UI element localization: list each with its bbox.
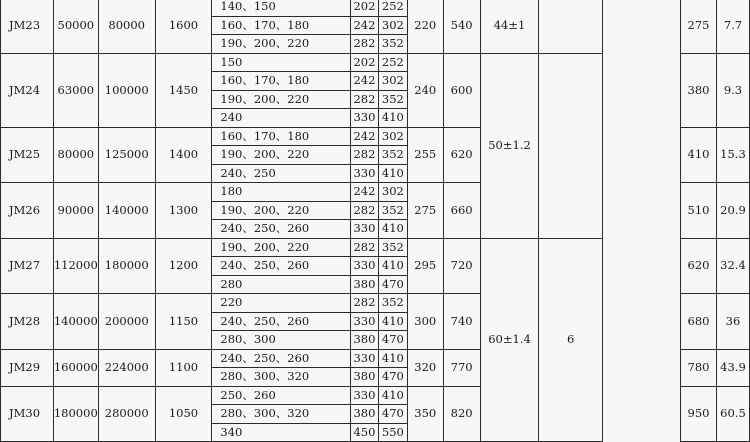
inertia-cell: 620 (681, 238, 717, 294)
speed-cell: 1600 (155, 0, 212, 53)
length-b-cell: 252 (378, 53, 407, 72)
dim-d2-cell: 740 (443, 294, 480, 350)
length-a-cell: 202 (350, 53, 378, 72)
length-a-cell: 282 (350, 294, 378, 313)
nominal-torque-cell: 140000 (53, 294, 98, 350)
length-b-cell: 410 (378, 220, 407, 239)
inertia-cell: 780 (681, 349, 717, 386)
length-a-cell: 282 (350, 90, 378, 109)
length-a-cell: 330 (350, 312, 378, 331)
length-b-cell: 470 (378, 405, 407, 424)
max-torque-cell: 125000 (98, 127, 155, 183)
inertia-cell: 950 (681, 386, 717, 442)
max-torque-cell: 80000 (98, 0, 155, 53)
bore-size-cell: 190、200、220 (212, 90, 351, 109)
length-a-cell: 242 (350, 127, 378, 146)
bore-size-cell: 160、170、180 (212, 127, 351, 146)
bore-size-cell: 240、250、260 (212, 312, 351, 331)
length-b-cell: 470 (378, 331, 407, 350)
dim-d2-cell: 770 (443, 349, 480, 386)
length-a-cell: 380 (350, 405, 378, 424)
length-b-cell: 352 (378, 90, 407, 109)
length-b-cell: 410 (378, 257, 407, 276)
nominal-torque-cell: 180000 (53, 386, 98, 442)
nominal-torque-cell: 90000 (53, 183, 98, 239)
dim-e-cell: 44±1 (480, 0, 539, 53)
length-b-cell: 410 (378, 386, 407, 405)
dim-f-merged-cell: 6 (539, 238, 602, 442)
dim-d2-cell: 600 (443, 53, 480, 127)
bore-size-cell: 240、250、260 (212, 257, 351, 276)
bore-size-cell: 140、150 (212, 0, 351, 16)
length-a-cell: 330 (350, 257, 378, 276)
dim-d1-cell: 295 (407, 238, 443, 294)
nominal-torque-cell: 50000 (53, 0, 98, 53)
nominal-torque-cell: 63000 (53, 53, 98, 127)
bore-size-cell: 280 (212, 275, 351, 294)
mass-cell: 36 (716, 294, 749, 350)
bore-size-cell: 190、200、220 (212, 146, 351, 165)
bore-size-cell: 150 (212, 53, 351, 72)
model-cell: JM24 (1, 53, 54, 127)
length-b-cell: 410 (378, 312, 407, 331)
length-a-cell: 242 (350, 16, 378, 35)
dim-d1-cell: 350 (407, 386, 443, 442)
bore-size-cell: 180 (212, 183, 351, 202)
max-torque-cell: 224000 (98, 349, 155, 386)
length-b-cell: 352 (378, 238, 407, 257)
speed-cell: 1100 (155, 349, 212, 386)
bore-size-cell: 250、260 (212, 386, 351, 405)
length-a-cell: 380 (350, 331, 378, 350)
length-a-cell: 330 (350, 164, 378, 183)
length-b-cell: 302 (378, 72, 407, 91)
nominal-torque-cell: 112000 (53, 238, 98, 294)
bore-size-cell: 240 (212, 109, 351, 128)
inertia-cell: 380 (681, 53, 717, 127)
dim-d2-cell: 720 (443, 238, 480, 294)
dim-f-cell (539, 0, 602, 53)
max-torque-cell: 100000 (98, 53, 155, 127)
length-b-cell: 550 (378, 423, 407, 442)
dim-e-merged-cell: 60±1.4 (480, 238, 539, 442)
inertia-cell: 680 (681, 294, 717, 350)
nominal-torque-cell: 160000 (53, 349, 98, 386)
dim-d2-cell: 620 (443, 127, 480, 183)
bore-size-cell: 160、170、180 (212, 16, 351, 35)
mass-cell: 20.9 (716, 183, 749, 239)
bore-size-cell: 190、200、220 (212, 238, 351, 257)
max-torque-cell: 140000 (98, 183, 155, 239)
length-b-cell: 470 (378, 275, 407, 294)
bore-size-cell: 280、300 (212, 331, 351, 350)
dim-d1-cell: 255 (407, 127, 443, 183)
length-a-cell: 450 (350, 423, 378, 442)
bore-size-cell: 220 (212, 294, 351, 313)
table-row (1, 0, 750, 16)
dim-d2-cell: 540 (443, 0, 480, 53)
dim-d1-cell: 220 (407, 0, 443, 53)
speed-cell: 1150 (155, 294, 212, 350)
bore-size-cell: 160、170、180 (212, 72, 351, 91)
bore-size-cell: 240、250、260 (212, 220, 351, 239)
dim-d1-cell: 275 (407, 183, 443, 239)
length-b-cell: 410 (378, 349, 407, 368)
dim-d2-cell: 820 (443, 386, 480, 442)
mass-cell: 60.5 (716, 386, 749, 442)
length-b-cell: 352 (378, 294, 407, 313)
mass-cell: 9.3 (716, 53, 749, 127)
dim-d2-cell: 660 (443, 183, 480, 239)
model-cell: JM30 (1, 386, 54, 442)
bore-size-cell: 240、250、260 (212, 349, 351, 368)
speed-cell: 1400 (155, 127, 212, 183)
bore-size-cell: 190、200、220 (212, 35, 351, 54)
bore-size-cell: 340 (212, 423, 351, 442)
mass-cell: 15.3 (716, 127, 749, 183)
length-b-cell: 352 (378, 146, 407, 165)
bore-size-cell: 190、200、220 (212, 201, 351, 220)
length-a-cell: 282 (350, 146, 378, 165)
dim-d1-cell: 300 (407, 294, 443, 350)
blank-gap-cell (602, 0, 680, 442)
nominal-torque-cell: 80000 (53, 127, 98, 183)
speed-cell: 1200 (155, 238, 212, 294)
mass-cell: 7.7 (716, 0, 749, 53)
dim-e-merged-cell: 50±1.2 (480, 53, 539, 238)
model-cell: JM28 (1, 294, 54, 350)
length-a-cell: 380 (350, 368, 378, 387)
speed-cell: 1300 (155, 183, 212, 239)
dim-f-cell (539, 53, 602, 238)
length-b-cell: 302 (378, 16, 407, 35)
inertia-cell: 275 (681, 0, 717, 53)
length-a-cell: 242 (350, 183, 378, 202)
length-a-cell: 202 (350, 0, 378, 16)
length-a-cell: 282 (350, 35, 378, 54)
table-body (1, 0, 750, 442)
length-b-cell: 410 (378, 109, 407, 128)
mass-cell: 32.4 (716, 238, 749, 294)
dim-d1-cell: 320 (407, 349, 443, 386)
bore-size-cell: 240、250 (212, 164, 351, 183)
length-b-cell: 470 (378, 368, 407, 387)
length-a-cell: 330 (350, 349, 378, 368)
model-cell: JM25 (1, 127, 54, 183)
max-torque-cell: 280000 (98, 386, 155, 442)
length-a-cell: 330 (350, 386, 378, 405)
max-torque-cell: 200000 (98, 294, 155, 350)
bore-size-cell: 280、300、320 (212, 405, 351, 424)
length-a-cell: 330 (350, 220, 378, 239)
speed-cell: 1050 (155, 386, 212, 442)
length-b-cell: 410 (378, 164, 407, 183)
length-a-cell: 282 (350, 238, 378, 257)
mass-cell: 43.9 (716, 349, 749, 386)
length-a-cell: 282 (350, 201, 378, 220)
length-a-cell: 330 (350, 109, 378, 128)
length-b-cell: 352 (378, 201, 407, 220)
inertia-cell: 510 (681, 183, 717, 239)
max-torque-cell: 180000 (98, 238, 155, 294)
length-b-cell: 302 (378, 183, 407, 202)
length-b-cell: 252 (378, 0, 407, 16)
bore-size-cell: 280、300、320 (212, 368, 351, 387)
length-a-cell: 380 (350, 275, 378, 294)
model-cell: JM23 (1, 0, 54, 53)
model-cell: JM26 (1, 183, 54, 239)
dim-d1-cell: 240 (407, 53, 443, 127)
speed-cell: 1450 (155, 53, 212, 127)
model-cell: JM27 (1, 238, 54, 294)
length-a-cell: 242 (350, 72, 378, 91)
length-b-cell: 352 (378, 35, 407, 54)
inertia-cell: 410 (681, 127, 717, 183)
length-b-cell: 302 (378, 127, 407, 146)
model-cell: JM29 (1, 349, 54, 386)
